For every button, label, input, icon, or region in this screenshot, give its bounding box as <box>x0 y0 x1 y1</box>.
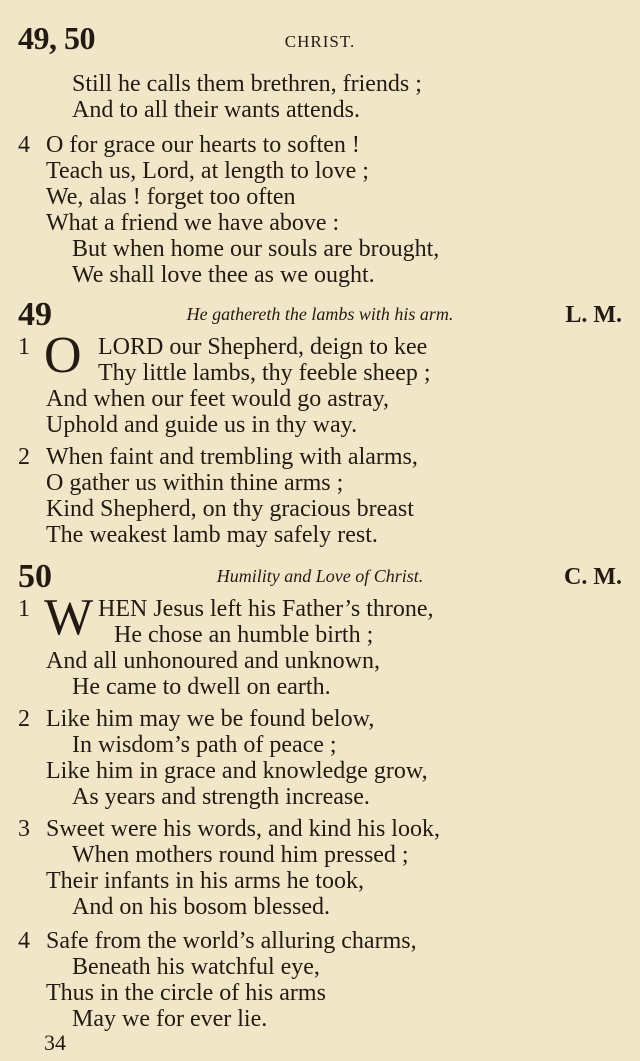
verse-line: 2 Like him may we be found below, <box>18 706 375 732</box>
verse-line: Kind Shepherd, on thy gracious breast <box>46 496 414 522</box>
verse-line: May we for ever lie. <box>72 1006 268 1032</box>
verse-line: The weakest lamb may safely rest. <box>46 522 378 548</box>
running-title: CHRIST. <box>284 32 356 51</box>
verse-number: 2 <box>18 706 30 732</box>
verse-4 <box>18 132 630 288</box>
verse-line: Like him in grace and knowledge grow, <box>46 758 428 784</box>
verse-line: Uphold and guide us in thy way. <box>46 412 358 438</box>
hymn-50-verse-3 <box>18 816 630 920</box>
verse-number: 2 <box>18 444 30 470</box>
page-number: 34 <box>44 1030 66 1055</box>
continued-verse <box>18 71 630 123</box>
verse-line: What a friend we have above : <box>46 210 340 236</box>
verse-line: Their infants in his arms he took, <box>46 868 364 894</box>
verse-line: 2 When faint and trembling with alarms, <box>18 444 418 470</box>
verse-line: When mothers round him pressed ; <box>72 842 409 868</box>
verse-line: And when our feet would go astray, <box>46 386 390 412</box>
verse-line: 1 HEN Jesus left his Father’s throne, <box>18 596 434 622</box>
verse-line: As years and strength increase. <box>72 784 370 810</box>
verse-line: Thus in the circle of his arms <box>46 980 326 1006</box>
verse-line: But when home our souls are brought, <box>72 236 440 262</box>
verse-line: 3 Sweet were his words, and kind his look, <box>18 816 440 842</box>
verse-line: Teach us, Lord, at length to love ; <box>46 158 369 184</box>
verse-line: Still he calls them brethren, friends ; <box>72 71 422 97</box>
hymn-49-header <box>18 296 622 336</box>
verse-line: O gather us within thine arms ; <box>46 470 344 496</box>
hymn-number: 50 <box>18 558 52 595</box>
verse-line: Thy little lambs, thy feeble sheep ; <box>98 360 431 386</box>
verse-number: 4 <box>18 132 30 158</box>
hymn-meter: L. M. <box>565 302 622 328</box>
verse-number: 3 <box>18 816 30 842</box>
drop-cap: W <box>44 589 94 646</box>
verse-line: In wisdom’s path of peace ; <box>72 732 337 758</box>
hymn-50-verse-1 <box>18 589 630 700</box>
hymn-numbers: 49, 50 <box>18 20 95 56</box>
hymn-meter: C. M. <box>564 564 622 590</box>
verse-line: And to all their wants attends. <box>72 97 360 123</box>
verse-line: 4 Safe from the world’s alluring charms, <box>18 928 417 954</box>
verse-line: Beneath his watchful eye, <box>72 954 320 980</box>
verse-line: We, alas ! forget too often <box>46 184 296 210</box>
verse-line: We shall love thee as we ought. <box>72 262 375 288</box>
hymn-50-header <box>18 558 622 598</box>
hymn-50-verse-4 <box>18 928 630 1032</box>
verse-line: And on his bosom blessed. <box>72 894 330 920</box>
verse-line: 4 O for grace our hearts to soften ! <box>18 132 360 158</box>
drop-cap: O <box>44 327 82 384</box>
verse-number: 4 <box>18 928 30 954</box>
verse-number: 1 <box>18 334 30 360</box>
verse-line: He came to dwell on earth. <box>72 674 331 700</box>
hymn-49-verse-2 <box>18 444 630 548</box>
hymn-number: 49 <box>18 296 52 333</box>
hymn-50-verse-2 <box>18 706 630 810</box>
hymn-subtitle: Humility and Love of Christ. <box>216 566 424 586</box>
hymn-subtitle: He gathereth the lambs with his arm. <box>186 304 454 324</box>
page-header <box>18 20 622 60</box>
verse-line: And all unhonoured and unknown, <box>46 648 380 674</box>
verse-line: 1 LORD our Shepherd, deign to kee <box>18 334 428 360</box>
verse-number: 1 <box>18 596 30 622</box>
verse-line: He chose an humble birth ; <box>114 622 374 648</box>
hymn-49-verse-1 <box>18 327 630 438</box>
